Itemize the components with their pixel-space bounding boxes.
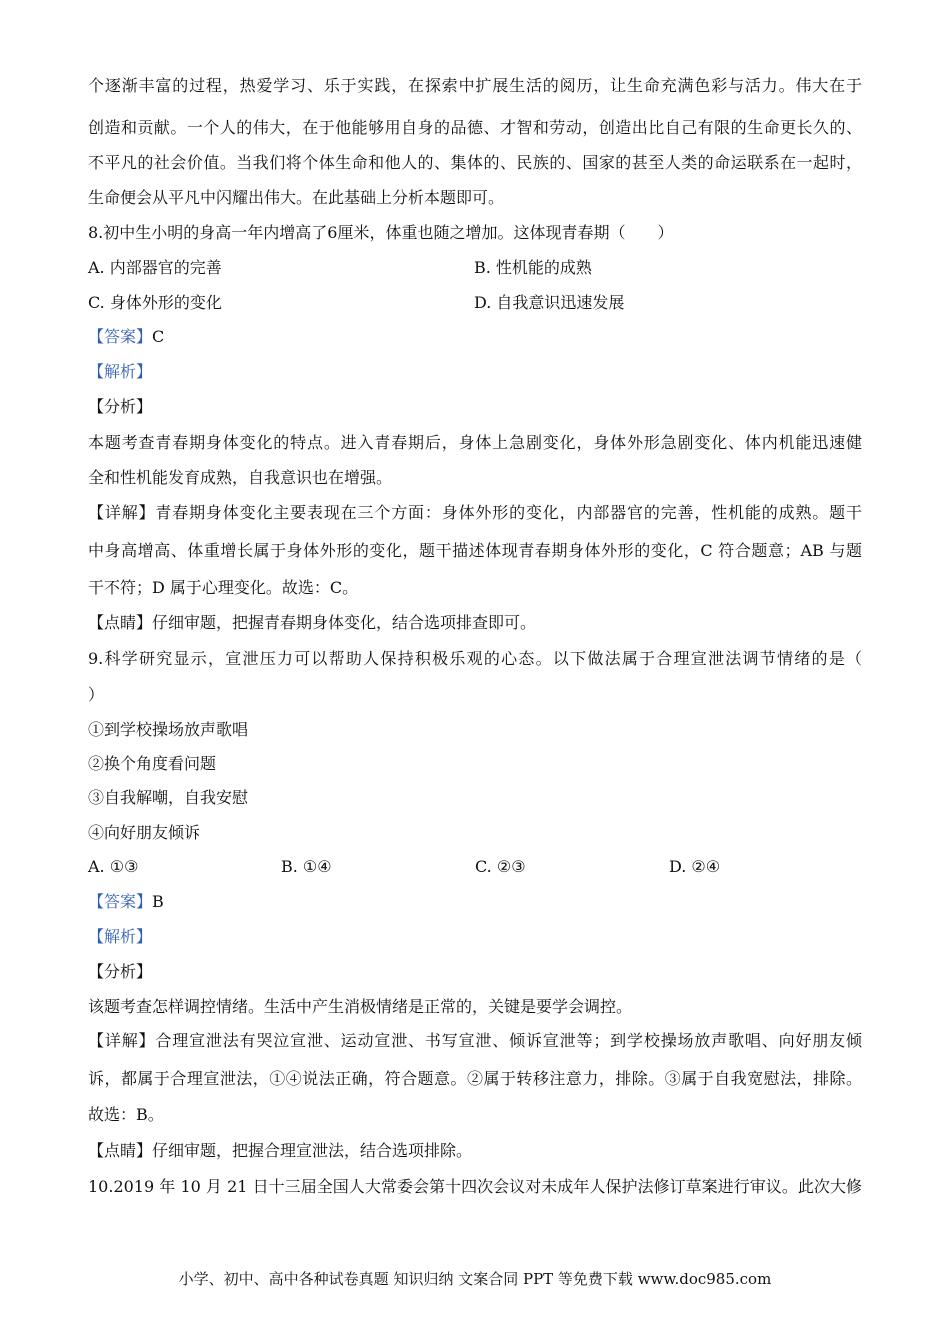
q9-item-4: ④向好朋友倾诉 (88, 823, 201, 842)
q8-analysis-line-2: 全和性机能发育成熟，自我意识也在增强。 (88, 468, 393, 487)
q9-answer-tag: 【答案】 (88, 892, 153, 911)
q9-item-2: ②换个角度看问题 (88, 754, 217, 773)
q8-detail-line-3: 干不符；D 属于心理变化。故选：C。 (88, 578, 359, 597)
q9-analysis: 该题考查怎样调控情绪。生活中产生消极情绪是正常的，关键是要学会调控。 (88, 997, 633, 1016)
q8-stem: 8.初中生小明的身高一年内增高了6厘米，体重也随之增加。这体现青春期（ ） (88, 223, 674, 242)
intro-line-1: 个逐渐丰富的过程，热爱学习、乐于实践，在探索中扩展生活的阅历，让生命充满色彩与活力。伟大在于 (88, 76, 862, 95)
intro-line-4: 生命便会从平凡中闪耀出伟大。在此基础上分析本题即可。 (88, 188, 505, 207)
q8-answer-value: C (152, 327, 165, 346)
q8-answer-tag: 【答案】 (88, 327, 153, 346)
q8-analysis-line-1: 本题考查青春期身体变化的特点。进入青春期后，身体上急剧变化，身体外形急剧变化、体内机能迅速健 (88, 433, 862, 452)
q9-option-c: C. ②③ (475, 857, 526, 876)
q10-stem: 10.2019 年 10 月 21 日十三届全国人大常委会第十四次会议对未成年人保护法修订草案进行审议。此次大修 (88, 1177, 862, 1196)
q9-item-1: ①到学校操场放声歌唱 (88, 720, 249, 739)
intro-line-2: 创造和贡献。一个人的伟大，在于他能够用自身的品德、才智和劳动，创造出比自己有限的生命更长久的、 (88, 118, 862, 137)
q8-jiexi-tag: 【解析】 (88, 362, 153, 381)
q8-option-b: B. 性机能的成熟 (474, 258, 592, 277)
q8-option-c: C. 身体外形的变化 (88, 293, 222, 312)
q9-detail-line-1: 【详解】合理宣泄法有哭泣宣泄、运动宣泄、书写宣泄、倾诉宣泄等；到学校操场放声歌唱、向好朋友倾 (88, 1031, 862, 1050)
q8-option-a: A. 内部器官的完善 (88, 258, 222, 277)
q9-detail-line-3: 故选：B。 (88, 1105, 164, 1124)
q9-option-d: D. ②④ (669, 857, 721, 876)
q9-dianjing: 【点睛】仔细审题，把握合理宣泄法，结合选项排除。 (88, 1141, 473, 1160)
intro-line-3: 不平凡的社会价值。当我们将个体生命和他人的、集体的、民族的、国家的甚至人类的命运联系在一起时， (88, 153, 862, 172)
q9-option-b: B. ①④ (281, 857, 332, 876)
q9-answer (88, 891, 164, 913)
q9-stem-line-2: ） (88, 685, 105, 704)
page-footer: 小学、初中、高中各种试卷真题 知识归纳 文案合同 PPT 等免费下载 www.doc985.com (178, 1270, 772, 1288)
q9-detail-line-2: 诉，都属于合理宣泄法，①④说法正确，符合题意。②属于转移注意力，排除。③属于自我宽慰法，排除。 (88, 1069, 862, 1088)
q8-detail-line-1: 【详解】青春期身体变化主要表现在三个方面：身体外形的变化，内部器官的完善，性机能的成熟。题干 (88, 503, 862, 522)
q8-fenxi-tag: 【分析】 (88, 397, 153, 416)
q9-jiexi-tag: 【解析】 (88, 927, 153, 946)
q8-option-d: D. 自我意识迅速发展 (474, 293, 625, 312)
q8-detail-line-2: 中身高增高、体重增长属于身体外形的变化，题干描述体现青春期身体外形的变化，C 符合题意；AB 与题 (88, 541, 862, 560)
q9-fenxi-tag: 【分析】 (88, 962, 153, 981)
q9-item-3: ③自我解嘲，自我安慰 (88, 788, 249, 807)
q9-stem-line-1: 9.科学研究显示，宣泄压力可以帮助人保持积极乐观的心态。以下做法属于合理宣泄法调节情绪的是（ (88, 649, 862, 668)
q8-dianjing: 【点睛】仔细审题，把握青春期身体变化，结合选项排查即可。 (88, 613, 537, 632)
q9-option-a: A. ①③ (88, 857, 139, 876)
q9-answer-value: B (152, 892, 164, 911)
q8-answer (88, 326, 164, 348)
